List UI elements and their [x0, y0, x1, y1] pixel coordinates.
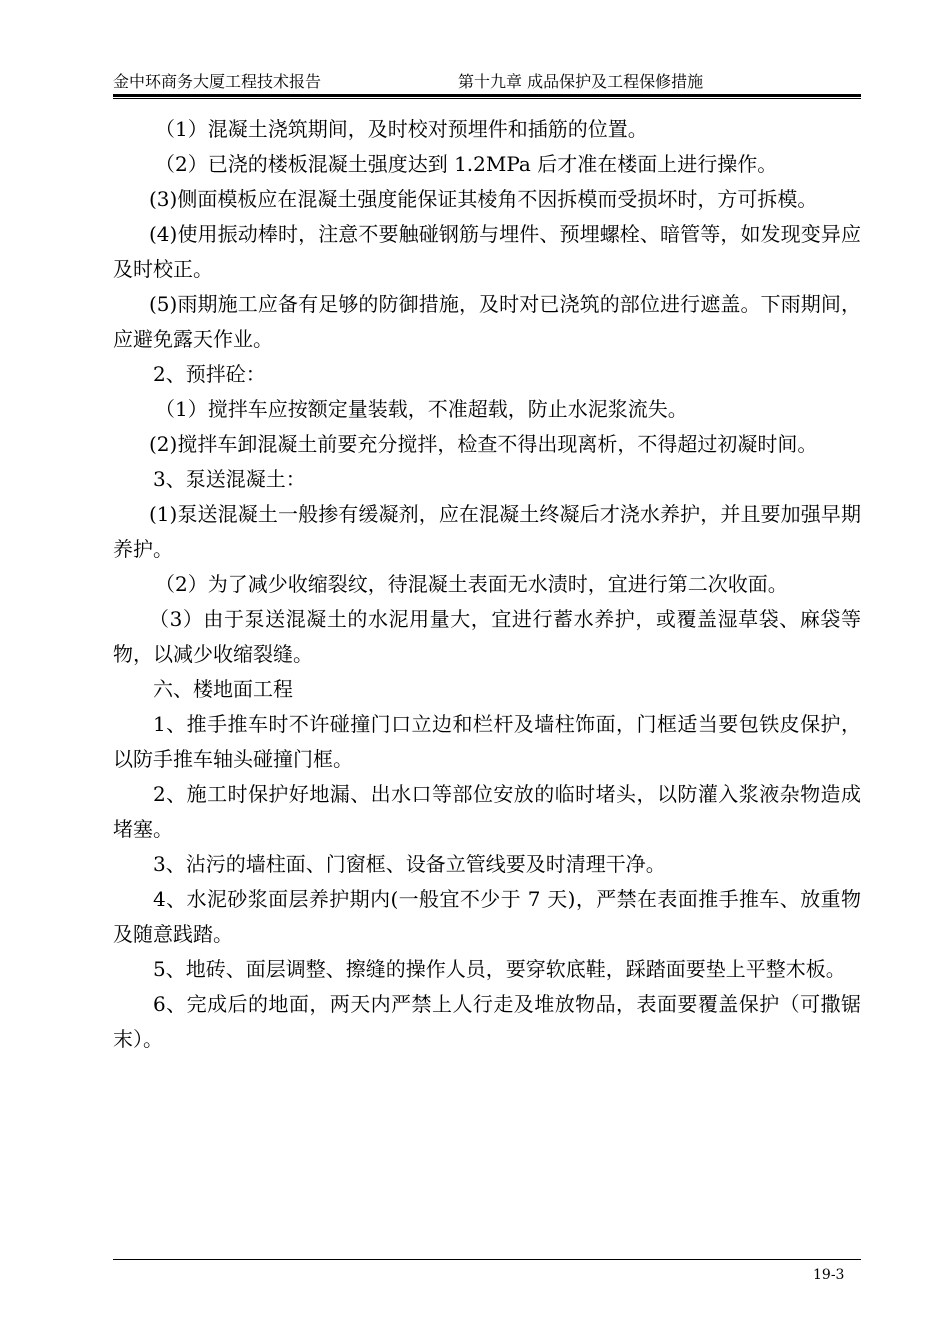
document-body [113, 112, 861, 1057]
paragraph: （2）为了减少收缩裂纹，待混凝土表面无水渍时，宜进行第二次收面。 [155, 572, 788, 596]
paragraph: （1）混凝土浇筑期间，及时校对预埋件和插筋的位置。 [155, 117, 648, 141]
header-rule-thin [113, 98, 861, 99]
footer-rule [113, 1259, 861, 1260]
paragraph: (1)泵送混凝土一般掺有缓凝剂，应在混凝土终凝后才浇水养护，并且要加强早期养护。 [113, 502, 861, 561]
paragraph: （2）已浇的楼板混凝土强度达到 1.2MPa 后才准在楼面上进行操作。 [155, 152, 778, 176]
section-heading: 2、预拌砼： [153, 362, 266, 386]
header-rule-thick [113, 94, 861, 97]
section-heading: 3、泵送混凝土： [153, 467, 306, 491]
paragraph: 2、施工时保护好地漏、出水口等部位安放的临时堵头，以防灌入浆液杂物造成堵塞。 [113, 782, 861, 841]
paragraph: (2)搅拌车卸混凝土前要充分搅拌，检查不得出现离析，不得超过初凝时间。 [149, 432, 818, 456]
paragraph: (4)使用振动棒时，注意不要触碰钢筋与埋件、预埋螺栓、暗管等，如发现变异应及时校正。 [113, 222, 861, 281]
page-header [113, 72, 861, 92]
page-number: 19-3 [813, 1267, 845, 1283]
paragraph: (3)侧面模板应在混凝土强度能保证其棱角不因拆模而受损坏时，方可拆模。 [149, 187, 818, 211]
paragraph: 3、沾污的墙柱面、门窗框、设备立管线要及时清理干净。 [153, 852, 666, 876]
paragraph: (5)雨期施工应备有足够的防御措施，及时对已浇筑的部位进行遮盖。下雨期间，应避免露天作业。 [113, 292, 861, 351]
paragraph: 6、完成后的地面，两天内严禁上人行走及堆放物品，表面要覆盖保护（可撒锯末）。 [113, 992, 861, 1051]
paragraph: 5、地砖、面层调整、擦缝的操作人员，要穿软底鞋，踩踏面要垫上平整木板。 [153, 957, 846, 981]
header-chapter-title: 第十九章 成品保护及工程保修措施 [458, 72, 704, 91]
paragraph: 1、推手推车时不许碰撞门口立边和栏杆及墙柱饰面，门框适当要包铁皮保护，以防手推车轴头碰撞门框。 [113, 712, 861, 771]
paragraph: （3）由于泵送混凝土的水泥用量大，宜进行蓄水养护，或覆盖湿草袋、麻袋等物，以减少收缩裂缝。 [113, 607, 861, 666]
paragraph: （1）搅拌车应按额定量装载，不准超载，防止水泥浆流失。 [155, 397, 688, 421]
section-heading: 六、楼地面工程 [153, 677, 293, 701]
header-report-title: 金中环商务大厦工程技术报告 [113, 72, 322, 91]
paragraph: 4、水泥砂浆面层养护期内(一般宜不少于 7 天)，严禁在表面推手推车、放重物及随意践踏。 [113, 887, 861, 946]
